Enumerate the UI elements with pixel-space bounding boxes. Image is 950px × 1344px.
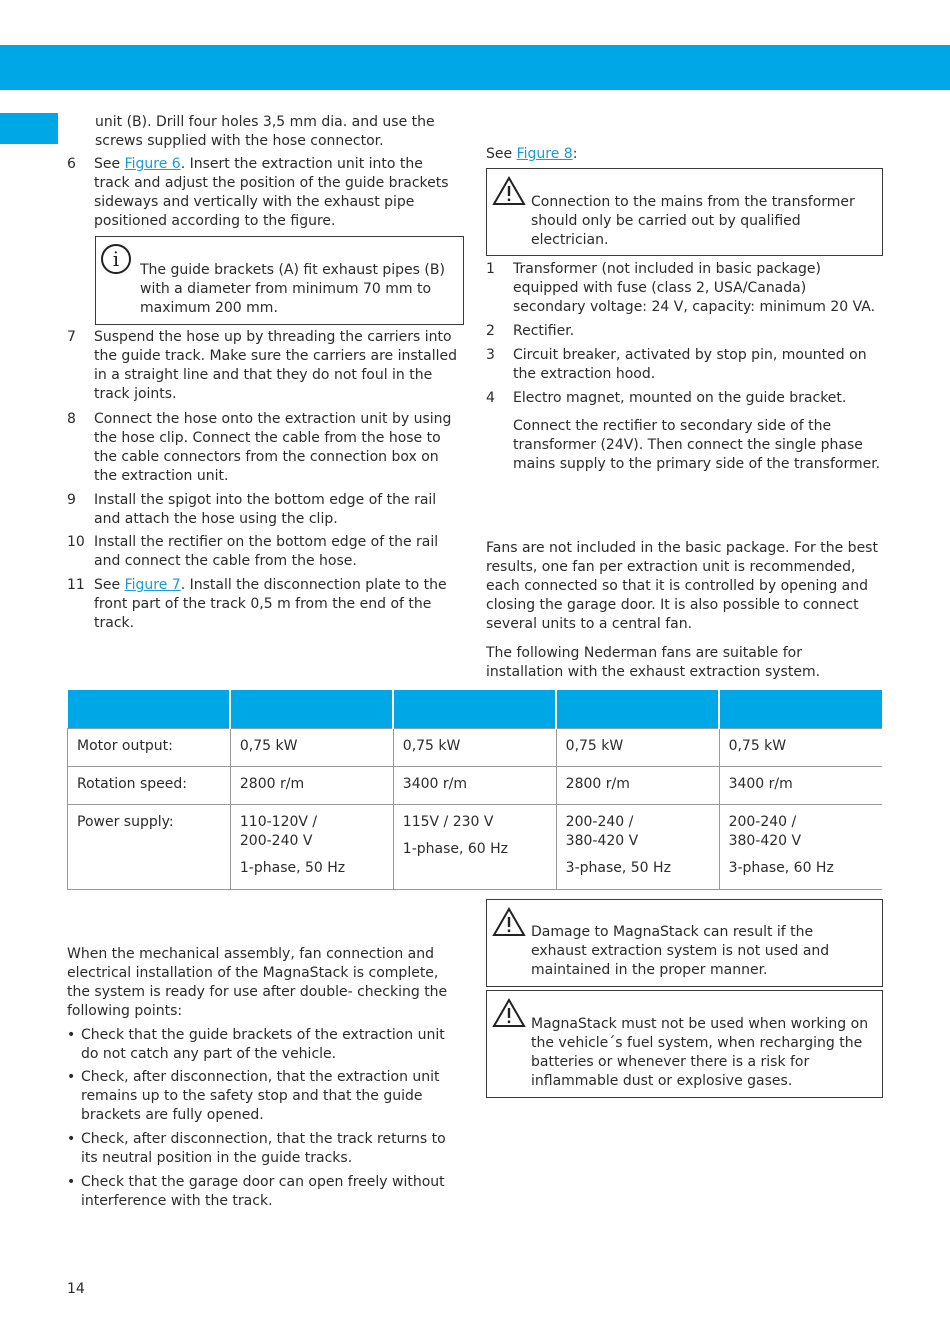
fans-paragraph: The following Nederman fans are suitable for installation with the exhaust extraction system. [486,645,821,680]
table-cell: 3400 r/m [393,767,556,805]
table-cell: 2800 r/m [556,767,719,805]
bullet-dot: • [67,1174,76,1190]
info-box [95,236,464,325]
table-header-cell [393,690,556,729]
table-cell: 0,75 kW [230,729,393,767]
table-row [68,767,883,805]
table-cell: 115V / 230 V 1-phase, 60 Hz [393,805,556,890]
figure-link[interactable]: Figure 6 [124,156,181,172]
table-header-cell [230,690,393,729]
bullet-text: Check that the garage door can open freely without interference with the track. [81,1174,445,1209]
item-text: Connect the hose onto the extraction unit by using the hose clip. Connect the cable from the hose to the cable connectors from the connection box on the extraction unit. [94,411,452,484]
warning-text: Damage to MagnaStack can result if the exhaust extraction system is not used and maintained in the proper manner. [531,924,830,978]
item-number: 11 [67,577,85,593]
table-cell: 2800 r/m [230,767,393,805]
figure-link[interactable]: Figure 7 [124,577,181,593]
table-cell: 0,75 kW [719,729,882,767]
row-label: Rotation speed: [68,767,231,805]
bullet-text: Check that the guide brackets of the extraction unit do not catch any part of the vehicle. [81,1027,445,1062]
warning-text: MagnaStack must not be used when working on the vehicle´s fuel system, when recharging the batteries or whenever there is a risk for inflammable dust or explosive gases. [531,1016,869,1089]
bullet-text: Check, after disconnection, that the extraction unit remains up to the safety stop and that the guide brackets are fully opened. [81,1069,440,1123]
table-header-cell [719,690,882,729]
item-number: 4 [486,390,495,406]
table-header-cell [68,690,231,729]
item-number: 6 [67,156,76,172]
warning-box [486,990,883,1098]
item-number: 7 [67,329,76,345]
connect-note: Connect the rectifier to secondary side of the transformer (24V). Then connect the single phase mains supply to the primary side of the transformer. [513,418,881,472]
item-text: Suspend the hose up by threading the carriers into the guide track. Make sure the carriers are installed in a straight line and that they do not foul in the track joints. [94,329,458,402]
item-text: Rectifier. [513,323,575,339]
warning-icon [492,176,526,210]
table-row [68,729,883,767]
table-cell: 0,75 kW [556,729,719,767]
item-number: 8 [67,411,76,427]
section-tab [0,113,58,144]
item-number: 1 [486,261,495,277]
item-text: Install the spigot into the bottom edge of the rail and attach the hose using the clip. [94,492,437,527]
item-number: 2 [486,323,495,339]
bullet-dot: • [67,1131,76,1147]
warning-text: Connection to the mains from the transformer should only be carried out by qualified electrician. [531,194,855,248]
item-text: See Figure 6. Insert the extraction unit into the track and adjust the position of the guide brackets sideways and vertically with the exhaust pipe positioned according to the figure. [94,156,449,229]
table-cell: 110-120V / 200-240 V 1-phase, 50 Hz [230,805,393,890]
intro-text: unit (B). Drill four holes 3,5 mm dia. and use the screws supplied with the hose connector. [95,114,435,149]
row-label: Motor output: [68,729,231,767]
table-header-row [68,690,883,729]
fan-spec-table [67,690,882,890]
row-label: Power supply: [68,805,231,890]
item-number: 9 [67,492,76,508]
item-text: Circuit breaker, activated by stop pin, mounted on the extraction hood. [513,347,867,382]
item-text: Install the rectifier on the bottom edge of the rail and connect the cable from the hose. [94,534,439,569]
table-header-cell [556,690,719,729]
table-row [68,805,883,890]
warning-box [486,168,883,256]
table-cell: 3400 r/m [719,767,882,805]
page-number: 14 [67,1281,85,1297]
warning-icon [492,998,526,1032]
table-cell: 0,75 kW [393,729,556,767]
warning-box [486,899,883,987]
bullet-text: Check, after disconnection, that the track returns to its neutral position in the guide tracks. [81,1131,446,1166]
item-number: 3 [486,347,495,363]
table-cell: 200-240 / 380-420 V 3-phase, 60 Hz [719,805,882,890]
item-number: 10 [67,534,85,550]
info-icon: i [101,244,135,278]
info-text: The guide brackets (A) fit exhaust pipes (B) with a diameter from minimum 70 mm to maximum 200 mm. [140,262,445,316]
see-figure-line: See Figure 8: [486,146,578,162]
bullet-dot: • [67,1069,76,1085]
warning-icon [492,907,526,941]
table-cell: 200-240 / 380-420 V 3-phase, 50 Hz [556,805,719,890]
item-text: Electro magnet, mounted on the guide bracket. [513,390,847,406]
figure-link[interactable]: Figure 8 [516,146,573,162]
fans-paragraph: Fans are not included in the basic package. For the best results, one fan per extraction unit is recommended, each connected so that it is controlled by opening and closing the garage door. It is also possible to connect several units to a central fan. [486,540,878,632]
item-text: Transformer (not included in basic package) equipped with fuse (class 2, USA/Canada) secondary voltage: 24 V, capacity: minimum 20 VA. [513,261,876,315]
commissioning-paragraph: When the mechanical assembly, fan connection and electrical installation of the MagnaStack is complete, the system is ready for use after double- checking the following points: [67,946,448,1019]
header-bar [0,45,950,90]
item-text: See Figure 7. Install the disconnection plate to the front part of the track 0,5 m from the end of the track. [94,577,447,631]
bullet-dot: • [67,1027,76,1043]
